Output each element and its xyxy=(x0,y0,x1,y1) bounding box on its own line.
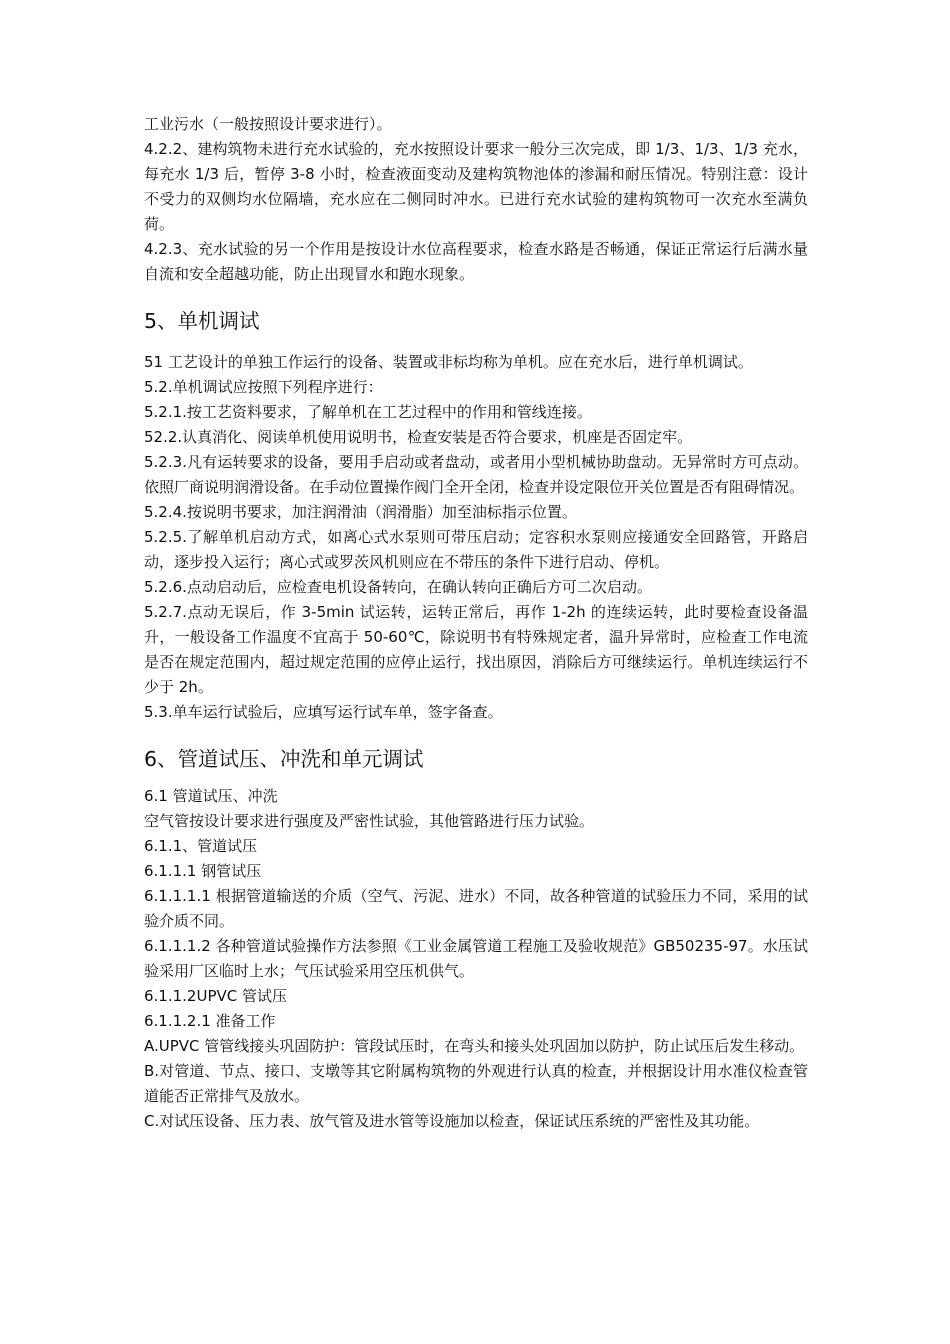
paragraph: 6.1.1.1.1 根据管道输送的介质（空气、污泥、进水）不同，故各种管道的试验压力不同，采用的试验介质不同。 xyxy=(144,887,808,930)
paragraph: 6.1.1.2.1 准备工作 xyxy=(144,1012,276,1030)
paragraph: 工业污水（一般按照设计要求进行）。 xyxy=(144,115,392,133)
paragraph: 6.1 管道试压、冲洗 xyxy=(144,787,278,805)
paragraph: 4.2.2、建构筑物未进行充水试验的，充水按照设计要求一般分三次完成，即 1/3、1/3、1/3 充水，每充水 1/3 后，暂停 3-8 小时，检查液面变动及建构筑物池体的渗漏和耐压情况。特别注意：设计不受力的双侧均水位隔墙，充水应在二侧同时冲水。已进行充水试验的建构筑物可一次充水至满负荷。 xyxy=(144,140,808,233)
paragraph: 5.2.5.了解单机启动方式，如离心式水泵则可带压启动；定容积水泵则应接通安全回路管，开路启动，逐步投入运行；离心式或罗茨风机则应在不带压的条件下进行启动、停机。 xyxy=(144,528,808,571)
paragraph: B.对管道、节点、接口、支墩等其它附属构筑物的外观进行认真的检查，并根据设计用水准仪检查管道能否正常排气及放水。 xyxy=(144,1062,808,1105)
paragraph: 5.3.单车运行试验后，应填写运行试车单，签字备查。 xyxy=(144,703,503,721)
paragraph: 6.1.1.2UPVC 管试压 xyxy=(144,987,288,1005)
section-heading-6: 6、管道试压、冲洗和单元调试 xyxy=(144,747,424,771)
paragraph: 5.2.6.点动启动后，应检查电机设备转向，在确认转向正确后方可二次启动。 xyxy=(144,578,652,596)
paragraph: 52.2.认真消化、阅读单机使用说明书，检查安装是否符合要求，机座是否固定牢。 xyxy=(144,428,693,446)
section-heading-5: 5、单机调试 xyxy=(144,309,260,333)
paragraph: 5.2.4.按说明书要求，加注润滑油（润滑脂）加至油标指示位置。 xyxy=(144,503,577,521)
paragraph: 6.1.1.1 钢管试压 xyxy=(144,862,262,880)
paragraph: 6.1.1.1.2 各种管道试验操作方法参照《工业金属管道工程施工及验收规范》GB50235-97。水压试验采用厂区临时上水；气压试验采用空压机供气。 xyxy=(144,937,808,980)
paragraph: 4.2.3、充水试验的另一个作用是按设计水位高程要求，检查水路是否畅通，保证正常运行后满水量自流和安全超越功能，防止出现冒水和跑水现象。 xyxy=(144,240,808,283)
paragraph: 5.2.3.凡有运转要求的设备，要用手启动或者盘动，或者用小型机械协助盘动。无异常时方可点动。依照厂商说明润滑设备。在手动位置操作阀门全开全闭，检查并设定限位开关位置是否有阻碍情况。 xyxy=(144,453,808,496)
paragraph: 5.2.单机调试应按照下列程序进行： xyxy=(144,378,383,396)
paragraph: A.UPVC 管管线接头巩固防护：管段试压时，在弯头和接头处巩固加以防护，防止试压后发生移动。 xyxy=(144,1037,805,1055)
document-page xyxy=(144,112,808,1134)
paragraph: 51 工艺设计的单独工作运行的设备、装置或非标均称为单机。应在充水后，进行单机调试。 xyxy=(144,353,753,371)
paragraph: 6.1.1、管道试压 xyxy=(144,837,258,855)
paragraph: C.对试压设备、压力表、放气管及进水管等设施加以检查，保证试压系统的严密性及其功能。 xyxy=(144,1112,760,1130)
paragraph: 5.2.7.点动无误后，作 3-5min 试运转，运转正常后，再作 1-2h 的连续运转，此时要检查设备温升，一般设备工作温度不宜高于 50-60℃，除说明书有特殊规定者，温升异常时，应检查工作电流是否在规定范围内，超过规定范围的应停止运行，找出原因，消除后方可继续运行。单机连续运行不少于 2h。 xyxy=(144,603,808,696)
paragraph: 5.2.1.按工艺资料要求，了解单机在工艺过程中的作用和管线连接。 xyxy=(144,403,592,421)
paragraph: 空气管按设计要求进行强度及严密性试验，其他管路进行压力试验。 xyxy=(144,812,595,830)
